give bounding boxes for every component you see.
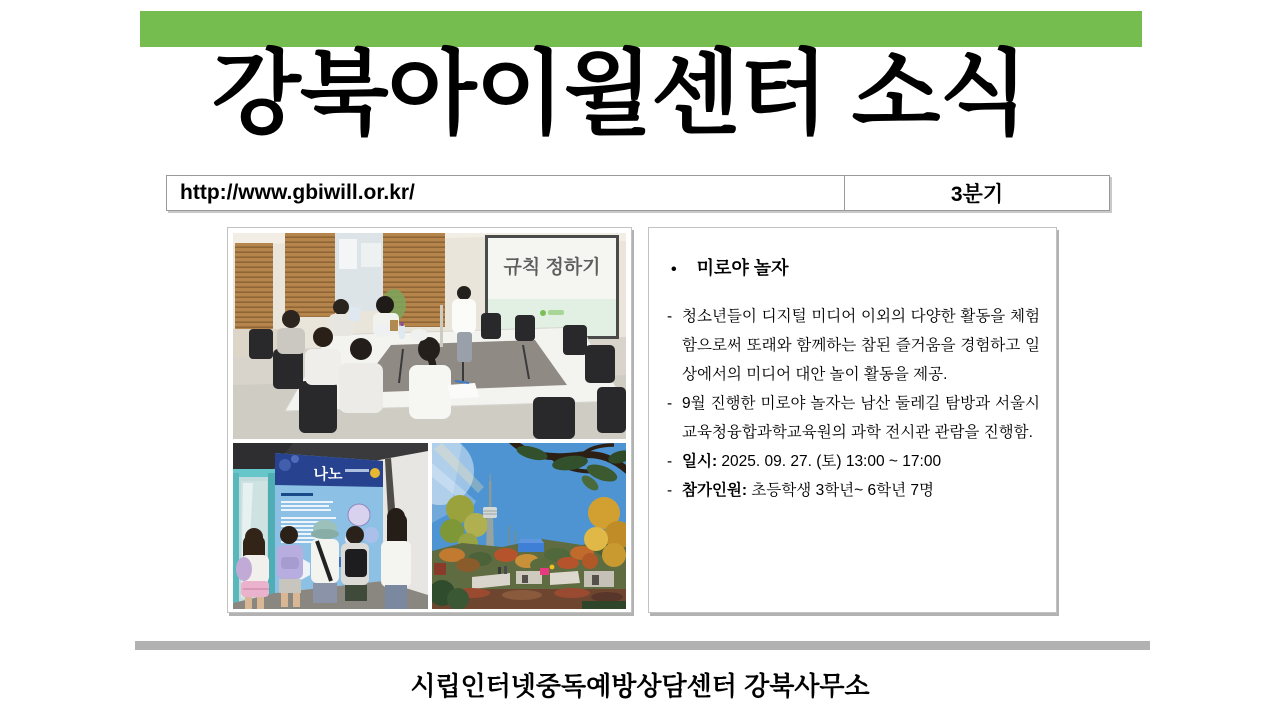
section-heading <box>665 254 1040 280</box>
screen-text: 규칙 정하기 <box>503 257 601 278</box>
bullet-marker: • <box>671 261 677 278</box>
projection-screen <box>485 235 619 339</box>
photo-classroom <box>233 233 626 439</box>
photo-row <box>233 443 626 609</box>
item-label: 일시: <box>682 453 718 470</box>
window-blind-icon <box>235 243 273 331</box>
dash-marker: - <box>667 308 673 325</box>
url-bar <box>166 175 1110 211</box>
item-body: 청소년들이 디지털 미디어 이외의 다양한 활동을 체험함으로써 또래와 함께하는 참된 즐거움을 경험하고 일상에서의 미디어 대안 놀이 활동을 제공. <box>682 308 1040 383</box>
exhibit-illustration <box>233 443 428 609</box>
namsan-illustration <box>432 443 626 609</box>
text-panel <box>648 227 1057 613</box>
photo-panel <box>227 227 632 613</box>
dash-marker: - <box>667 395 673 412</box>
dash-marker: - <box>667 482 673 499</box>
item-body: 9월 진행한 미로야 놀자는 남산 둘레길 탐방과 서울시 교육청융합과학교육원의 과학 전시관 관람을 진행함. <box>682 395 1040 441</box>
list-item <box>665 302 1040 389</box>
exhibit-panel-title: 나노 <box>313 466 343 483</box>
url-text: http://www.gbiwill.or.kr/ <box>180 181 415 204</box>
classroom-illustration <box>233 233 626 439</box>
quarter-badge: 3분기 <box>844 176 1109 210</box>
item-text <box>682 476 1040 505</box>
item-text <box>682 447 1040 476</box>
footer-text: 시립인터넷중독예방상담센터 강북사무소 <box>410 671 870 701</box>
section-title: 미로야 놀자 <box>696 258 789 278</box>
list-item <box>665 389 1040 447</box>
item-text <box>682 389 1040 447</box>
list-item <box>665 447 1040 476</box>
photo-science-exhibit <box>233 443 428 609</box>
item-body: 2025. 09. 27. (토) 13:00 ~ 17:00 <box>717 453 942 470</box>
detail-list <box>665 302 1040 505</box>
item-label: 참가인원: <box>682 482 748 499</box>
dash-marker: - <box>667 453 673 470</box>
item-body: 초등학생 3학년~ 6학년 7명 <box>747 482 934 499</box>
list-item <box>665 476 1040 505</box>
item-text <box>682 302 1040 389</box>
bottom-divider <box>135 641 1150 650</box>
photo-namsan-tower <box>432 443 626 609</box>
page-title: 강북아이윌센터 소식 <box>212 43 1028 145</box>
